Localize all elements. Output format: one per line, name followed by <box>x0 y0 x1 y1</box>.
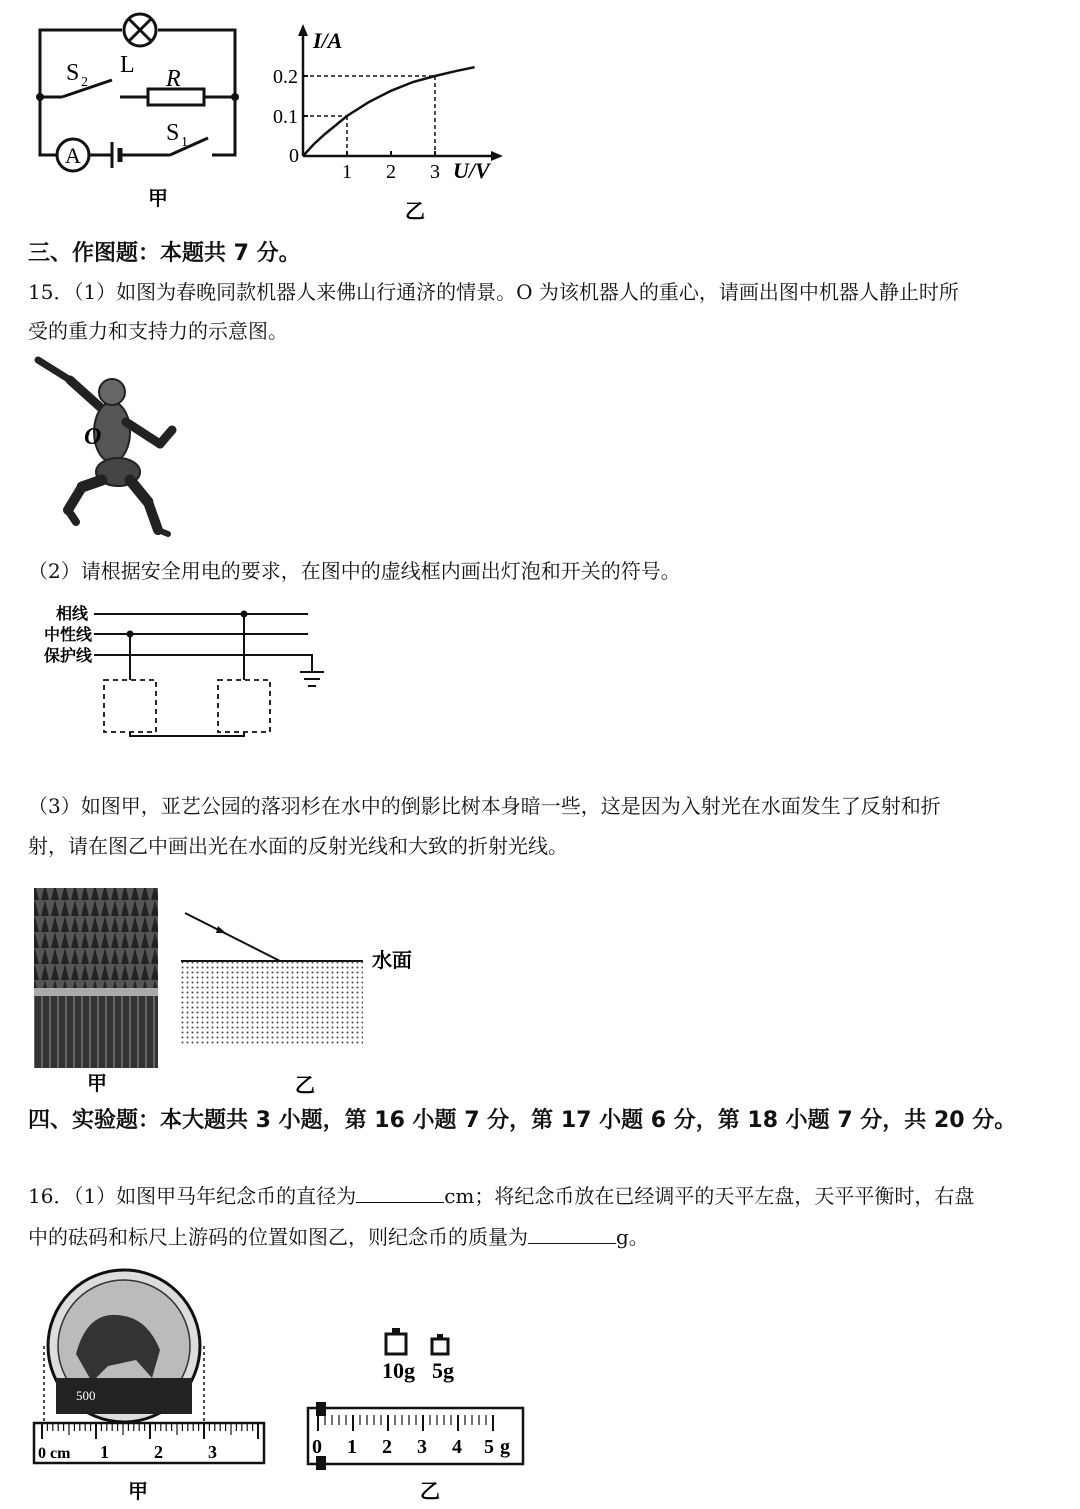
shoreline <box>34 988 158 996</box>
scale-num-2: 2 <box>382 1436 392 1458</box>
q15-part3-line1: （3）如图甲，亚艺公园的落羽杉在水中的倒影比树本身暗一些，这是因为入射光在水面发生了反射和折 <box>28 794 941 818</box>
q15-part3-line2: 射，请在图乙中画出光在水面的反射光线和大致的折射光线。 <box>28 834 568 858</box>
junction-live <box>241 611 248 618</box>
wire-label-ground: 保护线 <box>43 646 92 665</box>
rider-top <box>316 1402 326 1416</box>
water-surface-label: 水面 <box>372 948 412 972</box>
tree-reflection-photo <box>30 868 162 1100</box>
weight-5g-label: 5g <box>432 1358 454 1383</box>
weight-10g <box>386 1328 406 1354</box>
scale-num-5: 5 <box>484 1436 494 1458</box>
dashed-box-right <box>218 680 270 732</box>
water-surface-diagram <box>175 895 435 1100</box>
switch1-subscript: 1 <box>181 135 188 150</box>
switch2-label: S <box>66 60 80 86</box>
x-axis-arrow <box>491 151 503 161</box>
coin-value: 500 <box>76 1388 96 1403</box>
junction-neutral <box>127 631 134 638</box>
rider-bottom <box>316 1456 326 1470</box>
y-tick-label-0.1: 0.1 <box>273 106 298 128</box>
x-tick-label-2: 2 <box>386 161 396 183</box>
q16-line2 <box>28 1217 649 1257</box>
caption-jia-photo: 甲 <box>87 1071 107 1095</box>
q16-line2-end: g。 <box>616 1225 649 1249</box>
q16-line1-start: 16．（1）如图甲马年纪念币的直径为 <box>28 1184 357 1208</box>
junction-right <box>231 93 239 101</box>
coin-ruler-figure <box>28 1268 278 1504</box>
ray-arrow <box>216 926 226 933</box>
diameter-answer-blank[interactable] <box>356 1180 444 1203</box>
caption-yi-balance: 乙 <box>420 1479 440 1503</box>
scale-num-4: 4 <box>452 1436 462 1458</box>
wire-label-live: 相线 <box>55 604 88 623</box>
q15-part2-text: （2）请根据安全用电的要求，在图中的虚线框内画出灯泡和开关的符号。 <box>28 559 681 583</box>
water-body <box>181 961 363 1045</box>
ruler-num-2: 2 <box>154 1442 163 1462</box>
scale-num-0: 0 <box>312 1436 322 1458</box>
q16-line1-end: cm；将纪念币放在已经调平的天平左盘，天平平衡时，右盘 <box>444 1184 975 1208</box>
scale-unit: g <box>500 1436 510 1458</box>
robot-center-label: O <box>84 424 102 450</box>
junction-left <box>36 93 44 101</box>
circuit-diagram-jia <box>20 0 260 225</box>
ruler-unit: 0 cm <box>38 1445 71 1462</box>
scale-num-3: 3 <box>417 1436 427 1458</box>
section3-heading: 三、作图题：本题共 7 分。 <box>28 241 301 266</box>
resistor-label: R <box>166 66 181 92</box>
x-tick-label-3: 3 <box>430 161 440 183</box>
dashed-box-left <box>104 680 156 732</box>
weight-10g-label: 10g <box>382 1358 415 1383</box>
y-axis-label: I/A <box>313 28 343 53</box>
robot-figure <box>30 352 190 547</box>
caption-yi-graph: 乙 <box>405 199 425 223</box>
balance-scale-figure <box>300 1320 535 1505</box>
wire-label-neutral: 中性线 <box>43 625 92 644</box>
caption-jia-circuit: 甲 <box>148 186 168 210</box>
y-axis-arrow <box>298 24 308 36</box>
iu-curve-line <box>303 67 475 156</box>
q16-line2-start: 中的砝码和标尺上游码的位置如图乙，则纪念币的质量为 <box>28 1225 528 1249</box>
scale-num-1: 1 <box>347 1436 357 1458</box>
caption-yi-diagram: 乙 <box>295 1073 315 1097</box>
q15-part1-line1: 15．（1）如图为春晚同款机器人来佛山行通济的情景。O 为该机器人的重心，请画出图中机器人静止时所 <box>28 280 959 304</box>
mass-answer-blank[interactable] <box>528 1221 616 1244</box>
y-tick-label-0.2: 0.2 <box>273 66 298 88</box>
q16-line1 <box>28 1176 974 1216</box>
lamp-symbol <box>124 14 156 46</box>
tree-area <box>34 888 158 988</box>
x-axis-label: U/V <box>453 158 490 183</box>
caption-jia-coin: 甲 <box>128 1479 148 1503</box>
iu-graph-yi <box>255 20 505 225</box>
switch1-label: S <box>166 120 180 146</box>
incident-ray <box>185 913 280 961</box>
ruler-num-1: 1 <box>100 1442 109 1462</box>
x-tick-label-1: 1 <box>342 161 352 183</box>
origin-label: 0 <box>289 145 299 167</box>
lamp-label: L <box>120 52 135 78</box>
household-wiring-figure <box>30 600 335 745</box>
weight-5g <box>432 1334 448 1354</box>
switch2-subscript: 2 <box>81 75 88 90</box>
q15-part1-line2: 受的重力和支持力的示意图。 <box>28 319 288 343</box>
ammeter-label: A <box>65 143 81 168</box>
section4-heading: 四、实验题：本大题共 3 小题，第 16 小题 7 分，第 17 小题 6 分，第 18 小题 7 分，共 20 分。 <box>28 1108 1017 1133</box>
water-reflection <box>34 996 158 1068</box>
ruler-num-3: 3 <box>208 1442 217 1462</box>
